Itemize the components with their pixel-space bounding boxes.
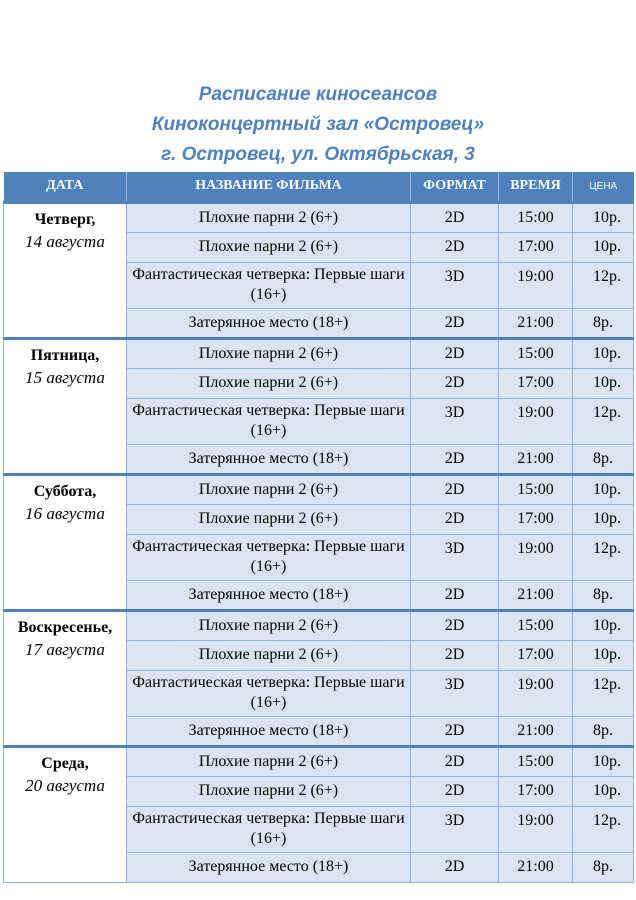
format-cell: 2D bbox=[411, 308, 499, 338]
price-cell: 10р. bbox=[573, 368, 634, 398]
schedule-title bbox=[0, 80, 636, 170]
price-cell: 12р. bbox=[573, 670, 634, 716]
film-title-cell: Фантастическая четверка: Первые шаги (16+) bbox=[127, 262, 411, 308]
schedule-body bbox=[4, 202, 634, 882]
film-title-cell: Плохие парни 2 (6+) bbox=[127, 338, 411, 368]
price-cell: 10р. bbox=[573, 504, 634, 534]
time-cell: 21:00 bbox=[499, 852, 573, 882]
column-header-time: ВРЕМЯ bbox=[499, 172, 573, 202]
day-of-week: Среда, bbox=[41, 754, 89, 772]
format-cell: 2D bbox=[411, 716, 499, 746]
time-cell: 17:00 bbox=[499, 504, 573, 534]
price-cell: 12р. bbox=[573, 398, 634, 444]
price-cell: 10р. bbox=[573, 610, 634, 640]
format-cell: 2D bbox=[411, 474, 499, 504]
film-title-cell: Фантастическая четверка: Первые шаги (16+) bbox=[127, 806, 411, 852]
format-cell: 3D bbox=[411, 670, 499, 716]
time-cell: 19:00 bbox=[499, 262, 573, 308]
day-of-week: Воскресенье, bbox=[17, 618, 113, 636]
film-title-cell: Затерянное место (18+) bbox=[127, 308, 411, 338]
film-title-cell: Плохие парни 2 (6+) bbox=[127, 202, 411, 232]
format-cell: 2D bbox=[411, 640, 499, 670]
format-cell: 2D bbox=[411, 504, 499, 534]
time-cell: 21:00 bbox=[499, 444, 573, 474]
price-cell: 8р. bbox=[573, 852, 634, 882]
format-cell: 3D bbox=[411, 534, 499, 580]
price-cell: 8р. bbox=[573, 716, 634, 746]
time-cell: 17:00 bbox=[499, 368, 573, 398]
format-cell: 2D bbox=[411, 338, 499, 368]
film-title-cell: Затерянное место (18+) bbox=[127, 580, 411, 610]
price-cell: 12р. bbox=[573, 262, 634, 308]
time-cell: 15:00 bbox=[499, 610, 573, 640]
film-title-cell: Плохие парни 2 (6+) bbox=[127, 368, 411, 398]
format-cell: 2D bbox=[411, 852, 499, 882]
film-title-cell: Плохие парни 2 (6+) bbox=[127, 746, 411, 776]
price-cell: 10р. bbox=[573, 202, 634, 232]
time-cell: 21:00 bbox=[499, 716, 573, 746]
format-cell: 3D bbox=[411, 806, 499, 852]
format-cell: 2D bbox=[411, 232, 499, 262]
film-title-cell: Затерянное место (18+) bbox=[127, 852, 411, 882]
film-title-cell: Фантастическая четверка: Первые шаги (16+) bbox=[127, 398, 411, 444]
price-cell: 8р. bbox=[573, 444, 634, 474]
day-cell bbox=[4, 338, 127, 474]
time-cell: 17:00 bbox=[499, 776, 573, 806]
session-row bbox=[4, 202, 634, 232]
time-cell: 17:00 bbox=[499, 640, 573, 670]
session-row bbox=[4, 746, 634, 776]
time-cell: 21:00 bbox=[499, 580, 573, 610]
time-cell: 17:00 bbox=[499, 232, 573, 262]
format-cell: 2D bbox=[411, 202, 499, 232]
price-cell: 10р. bbox=[573, 474, 634, 504]
price-cell: 12р. bbox=[573, 806, 634, 852]
session-row bbox=[4, 338, 634, 368]
column-header-price: ЦЕНА bbox=[573, 172, 634, 202]
day-date: 14 августа bbox=[25, 231, 105, 251]
day-date: 15 августа bbox=[25, 367, 105, 387]
day-of-week: Пятница, bbox=[30, 346, 100, 364]
film-title-cell: Плохие парни 2 (6+) bbox=[127, 474, 411, 504]
day-of-week: Суббота, bbox=[33, 482, 97, 500]
time-cell: 15:00 bbox=[499, 202, 573, 232]
time-cell: 21:00 bbox=[499, 308, 573, 338]
time-cell: 19:00 bbox=[499, 534, 573, 580]
day-cell bbox=[4, 474, 127, 610]
title-line-3: г. Островец, ул. Октябрьская, 3 bbox=[161, 144, 475, 165]
session-row bbox=[4, 474, 634, 504]
title-line-1: Расписание киносеансов bbox=[198, 84, 438, 105]
time-cell: 15:00 bbox=[499, 474, 573, 504]
film-title-cell: Фантастическая четверка: Первые шаги (16+) bbox=[127, 534, 411, 580]
time-cell: 19:00 bbox=[499, 398, 573, 444]
format-cell: 2D bbox=[411, 610, 499, 640]
format-cell: 2D bbox=[411, 746, 499, 776]
film-title-cell: Плохие парни 2 (6+) bbox=[127, 504, 411, 534]
title-line-2: Киноконцертный зал «Островец» bbox=[151, 114, 485, 135]
format-cell: 3D bbox=[411, 398, 499, 444]
table-header-row bbox=[4, 172, 634, 202]
film-title-cell: Плохие парни 2 (6+) bbox=[127, 232, 411, 262]
film-title-cell: Плохие парни 2 (6+) bbox=[127, 610, 411, 640]
price-cell: 10р. bbox=[573, 640, 634, 670]
price-cell: 8р. bbox=[573, 308, 634, 338]
price-cell: 12р. bbox=[573, 534, 634, 580]
schedule-table bbox=[3, 172, 634, 883]
day-date: 20 августа bbox=[25, 775, 105, 795]
price-cell: 8р. bbox=[573, 580, 634, 610]
time-cell: 19:00 bbox=[499, 670, 573, 716]
film-title-cell: Затерянное место (18+) bbox=[127, 716, 411, 746]
session-row bbox=[4, 610, 634, 640]
format-cell: 3D bbox=[411, 262, 499, 308]
column-header-date: ДАТА bbox=[4, 172, 127, 202]
film-title-cell: Плохие парни 2 (6+) bbox=[127, 640, 411, 670]
column-header-film: НАЗВАНИЕ ФИЛЬМА bbox=[127, 172, 411, 202]
column-header-format: ФОРМАТ bbox=[411, 172, 499, 202]
film-title-cell: Плохие парни 2 (6+) bbox=[127, 776, 411, 806]
format-cell: 2D bbox=[411, 776, 499, 806]
day-cell bbox=[4, 746, 127, 882]
price-cell: 10р. bbox=[573, 338, 634, 368]
day-cell bbox=[4, 202, 127, 338]
format-cell: 2D bbox=[411, 580, 499, 610]
day-date: 16 августа bbox=[25, 503, 105, 523]
film-title-cell: Фантастическая четверка: Первые шаги (16+) bbox=[127, 670, 411, 716]
day-of-week: Четверг, bbox=[34, 210, 96, 228]
price-cell: 10р. bbox=[573, 232, 634, 262]
film-title-cell: Затерянное место (18+) bbox=[127, 444, 411, 474]
price-cell: 10р. bbox=[573, 746, 634, 776]
time-cell: 19:00 bbox=[499, 806, 573, 852]
format-cell: 2D bbox=[411, 368, 499, 398]
format-cell: 2D bbox=[411, 444, 499, 474]
day-date: 17 августа bbox=[25, 639, 105, 659]
time-cell: 15:00 bbox=[499, 338, 573, 368]
time-cell: 15:00 bbox=[499, 746, 573, 776]
day-cell bbox=[4, 610, 127, 746]
price-cell: 10р. bbox=[573, 776, 634, 806]
